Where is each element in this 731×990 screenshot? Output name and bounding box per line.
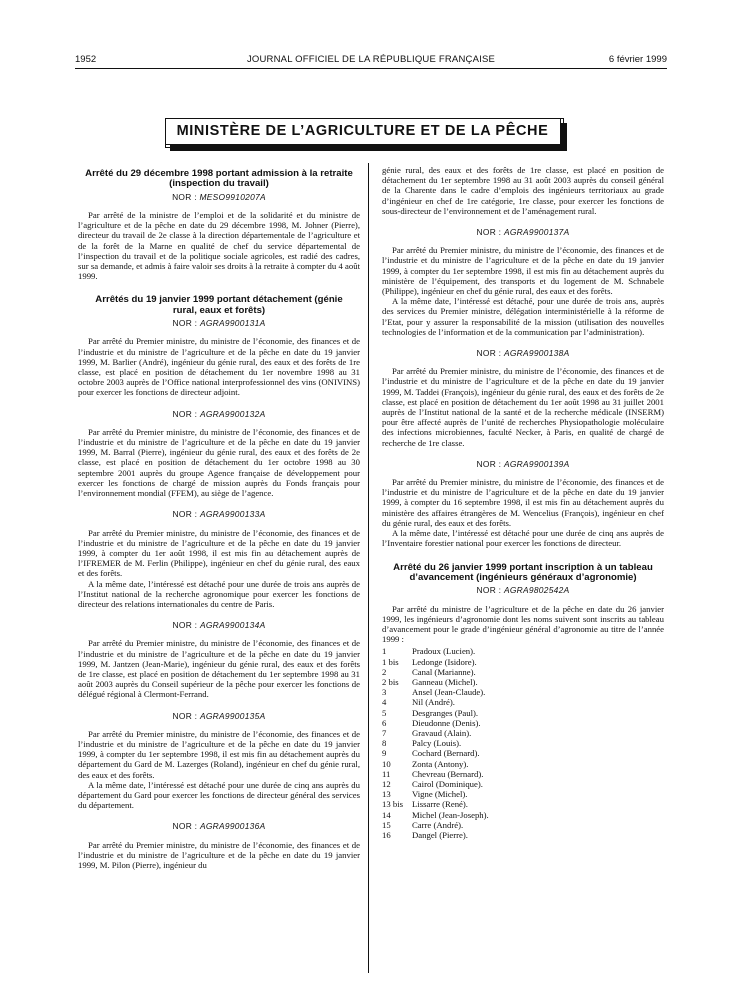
column-divider: [368, 163, 369, 973]
decree-paragraph: Par arrêté de la ministre de l’emploi et de la solidarité et du ministre de l’agriculture et de la pêche en date du 29 décembre 1998, M. Johner (Pierre), directeur du travail de 2e classe à la direction départementale de l’agriculture et de la forêt de la Marne en qualité de chef du service départemental de l’inspection du travail et de la politique sociale agricoles, est radié des cadres, sur sa demande, et admis à faire valoir ses droits à la retraite à compter du 4 août 1999.: [78, 210, 360, 282]
engineer-name: Ganneau (Michel).: [412, 676, 478, 687]
rank-number: 6: [382, 717, 387, 728]
engineer-name: Ledonge (Isidore).: [412, 656, 477, 667]
engineer-name: Desgranges (Paul).: [412, 707, 479, 718]
header-rule: [75, 68, 667, 69]
nor-code: AGRA9900131A: [199, 318, 266, 329]
list-item: [382, 667, 664, 677]
decree-paragraph: Par arrêté du Premier ministre, du ministre de l’économie, des finances et de l’industrie et du ministre de l’agriculture et de la pêche en date du 19 janvier 1999, M. Barral (Pierre), ingénieur du génie rural, des eaux et des forêts de 2e classe, est placé en position de détachement du 1er octobre 1998 au 30 septembre 2001 auprès du groupe Agence française de développement pour exercer les fonctions de chargé de mission auprès du Fonds français pour l’environnement mondial (FFEM), au siège de l’agence.: [78, 426, 360, 499]
list-item: [382, 810, 664, 820]
engineer-name: Dieudonne (Denis).: [412, 717, 481, 728]
rank-number: 4: [382, 697, 387, 708]
issue-date: 6 février 1999: [608, 54, 667, 65]
nor-reference: [78, 509, 360, 519]
engineer-name: Lissarre (René).: [412, 799, 468, 810]
nor-label: NOR :: [476, 585, 502, 596]
nor-reference: [382, 227, 664, 237]
nor-reference: [382, 459, 664, 469]
decree-paragraph: Par arrêté du Premier ministre, du ministre de l’économie, des finances et de l’industrie et du ministre de l’agriculture et de la pêche en date du 19 janvier 1999, M. Pilon (Pierre), ingénieur du: [78, 839, 360, 870]
nor-code: AGRA9900137A: [503, 227, 570, 238]
right-column: [382, 165, 664, 840]
nor-code: MESO9910207A: [199, 191, 266, 202]
rank-number: 3: [382, 687, 387, 698]
engineer-name: Palcy (Louis).: [412, 738, 462, 749]
nor-label: NOR :: [476, 348, 502, 359]
list-item: [382, 830, 664, 840]
nor-code: AGRA9900132A: [199, 408, 266, 419]
list-item: [382, 697, 664, 707]
list-item: [382, 779, 664, 789]
nor-reference: [78, 711, 360, 721]
rank-number: 11: [382, 768, 391, 779]
engineer-name: Dangel (Pierre).: [412, 829, 468, 840]
rank-number: 13: [382, 789, 391, 800]
ministry-title: MINISTÈRE DE L’AGRICULTURE ET DE LA PÊCHE: [165, 118, 561, 145]
engineer-name: Pradoux (Lucien).: [412, 646, 476, 657]
journal-title: JOURNAL OFFICIEL DE LA RÉPUBLIQUE FRANÇAISE: [246, 54, 496, 65]
list-item: [382, 799, 664, 809]
nor-label: NOR :: [476, 458, 502, 469]
list-item: [382, 738, 664, 748]
decree-paragraph: A la même date, l’intéressé est détaché, pour une durée de trois ans, auprès des services du Premier ministre, délégation interministérielle à la réforme de l’Etat, pour y assurer la responsabilité de la mission (utilisation des nouvelles technologies de l’information et de la communication par l’administration).: [382, 296, 664, 337]
decree-paragraph: Par arrêté du Premier ministre, du ministre de l’économie, des finances et de l’industrie et du ministre de l’agriculture et de la pêche en date du 19 janvier 1999, M. Jantzen (Jean-Marie), ingénieur du génie rural, des eaux et des forêts de 1re classe, est placé en position de détachement du 1er septembre 1998 au 31 août 2003 auprès du Conseil supérieur de la pêche pour exercer les fonctions de délégué régional à Clermont-Ferrand.: [78, 638, 360, 700]
nor-label: NOR :: [172, 821, 198, 832]
rank-number: 12: [382, 778, 391, 789]
left-column: [78, 165, 360, 870]
rank-number: 5: [382, 707, 387, 718]
nor-code: AGRA9802542A: [503, 585, 570, 596]
list-item: [382, 769, 664, 779]
nor-reference: [78, 192, 360, 202]
rank-number: 15: [382, 819, 391, 830]
engineer-name: Chevreau (Bernard).: [412, 768, 484, 779]
engineer-name: Cochard (Bernard).: [412, 748, 480, 759]
decree-paragraph: génie rural, des eaux et des forêts de 1re classe, est placé en position de détachement du 1er septembre 1998 au 31 août 2003 auprès du conseil général de la Charente dans le cadre d’emplois des ingénieurs territoriaux au grade d’ingénieur en chef de 1re catégorie, 1re classe, pour exercer les fonctions de sous-directeur de l’environnement et de l’aménagement rural.: [382, 165, 664, 216]
nor-code: AGRA9900133A: [199, 509, 266, 520]
nor-code: AGRA9900136A: [199, 821, 266, 832]
engineer-name: Ansel (Jean-Claude).: [412, 687, 486, 698]
rank-number: 10: [382, 758, 391, 769]
rank-number: 1: [382, 646, 387, 657]
list-item: [382, 748, 664, 758]
rank-number: 16: [382, 829, 391, 840]
decree-paragraph: Par arrêté du Premier ministre, du ministre de l’économie, des finances et de l’industrie et du ministre de l’agriculture et de la pêche en date du 19 janvier 1999, à compter du 1er septembre 1998, il est mis fin au détachement auprès du ministère de l’équipement, des transports et du logement de M. Schnabele (Philippe), ingénieur en chef du génie rural, des eaux et des forêts.: [382, 245, 664, 297]
decree-paragraph: Par arrêté du Premier ministre, du ministre de l’économie, des finances et de l’industrie et du ministre de l’agriculture et de la pêche en date du 19 janvier 1999, à compter du 1er septembre 1998, il est mis fin au détachement auprès du département du Gard de M. Lazerges (Roland), ingénieur en chef du génie rural, des eaux et des forêts.: [78, 728, 360, 780]
rank-number: 13 bis: [382, 799, 403, 810]
decree-paragraph: A la même date, l’intéressé est détaché pour une durée de cinq ans auprès de l’Inventaire forestier national pour exercer les fonctions de directeur.: [382, 528, 664, 549]
advancement-list: [382, 646, 664, 840]
rank-number: 8: [382, 738, 387, 749]
list-item: [382, 728, 664, 738]
nor-label: NOR :: [172, 408, 198, 419]
nor-reference: [382, 585, 664, 595]
engineer-name: Zonta (Antony).: [412, 758, 469, 769]
engineer-name: Gravaud (Alain).: [412, 727, 472, 738]
list-item: [382, 789, 664, 799]
decree-paragraph: Par arrêté du Premier ministre, du ministre de l’économie, des finances et de l’industrie et du ministre de l’agriculture et de la pêche en date du 19 janvier 1999, à compter du 16 septembre 1998, il est mis fin au détachement auprès du ministère des affaires étrangères de M. Wencelius (François), ingénieur en chef du génie rural, des eaux et des forêts.: [382, 477, 664, 528]
decree-title: Arrêté du 26 janvier 1999 portant inscription à un tableau d’avancement (ingénieurs généraux d’agronomie): [393, 561, 653, 583]
nor-code: AGRA9900139A: [503, 458, 570, 469]
list-item: [382, 677, 664, 687]
page-number: 1952: [75, 54, 97, 65]
rank-number: 14: [382, 809, 391, 820]
list-item: [382, 646, 664, 656]
nor-code: AGRA9900135A: [199, 710, 266, 721]
decree-title: Arrêtés du 19 janvier 1999 portant détachement (génie rural, eaux et forêts): [95, 294, 343, 316]
nor-label: NOR :: [172, 620, 198, 631]
rank-number: 1 bis: [382, 656, 399, 667]
decree-paragraph: Par arrêté du Premier ministre, du ministre de l’économie, des finances et de l’industrie et du ministre de l’agriculture et de la pêche en date du 19 janvier 1999, M. Taddei (François), ingénieur du génie rural, des eaux et des forêts de 2e classe, est placé en position de détachement du 1er août 1998 au 31 juillet 2001 auprès de l’Institut national de la santé et de la recherche médicale (INSERM) pour être affecté auprès de l’unité de recherches Physiopathologie moléculaire des infections microbiennes, faculté Necker, à Paris, en qualité de chargé de recherche de 1re classe.: [382, 366, 664, 448]
nor-reference: [78, 821, 360, 831]
decree-paragraph: A la même date, l’intéressé est détaché pour une durée de cinq ans auprès du département du Gard pour exercer les fonctions de directeur général des services du département.: [78, 779, 360, 811]
decree-paragraph: A la même date, l’intéressé est détaché pour une durée de trois ans auprès de l’Institut national de la recherche agronomique pour exercer les fonctions de directeur des relations internationales du centre de Paris.: [78, 578, 360, 609]
engineer-name: Michel (Jean-Joseph).: [412, 809, 489, 820]
nor-label: NOR :: [172, 509, 198, 520]
nor-reference: [78, 409, 360, 419]
list-item: [382, 687, 664, 697]
nor-code: AGRA9900138A: [503, 348, 570, 359]
rank-number: 2: [382, 666, 387, 677]
list-item: [382, 708, 664, 718]
list-item: [382, 657, 664, 667]
nor-reference: [78, 318, 360, 328]
decree-paragraph: Par arrêté du Premier ministre, du ministre de l’économie, des finances et de l’industrie et du ministre de l’agriculture et de la pêche en date du 19 janvier 1999, à compter du 1er août 1998, il est mis fin au détachement auprès de l’IFREMER de M. Ferlin (Philippe), ingénieur en chef du génie rural, des eaux et des forêts.: [78, 527, 360, 579]
ministry-box: [165, 118, 564, 148]
rank-number: 9: [382, 748, 387, 759]
engineer-name: Canal (Marianne).: [412, 666, 476, 677]
list-item: [382, 759, 664, 769]
rank-number: 2 bis: [382, 676, 399, 687]
engineer-name: Nil (André).: [412, 697, 455, 708]
nor-label: NOR :: [172, 318, 198, 329]
nor-label: NOR :: [172, 191, 197, 202]
nor-code: AGRA9900134A: [199, 620, 266, 631]
engineer-name: Cairol (Dominique).: [412, 778, 483, 789]
nor-reference: [78, 620, 360, 630]
decree-paragraph: Par arrêté du ministre de l’agriculture et de la pêche en date du 26 janvier 1999, les ingénieurs d’agronomie dont les noms suivent sont inscrits au tableau d’avancement pour le grade d’ingénieur général d’agronomie au titre de l’année 1999 :: [382, 603, 664, 645]
nor-label: NOR :: [172, 710, 198, 721]
engineer-name: Vigne (Michel).: [412, 789, 468, 800]
list-item: [382, 820, 664, 830]
nor-reference: [382, 348, 664, 358]
engineer-name: Carre (André).: [412, 819, 464, 830]
nor-label: NOR :: [476, 227, 502, 238]
rank-number: 7: [382, 727, 387, 738]
decree-title: Arrêté du 29 décembre 1998 portant admission à la retraite (inspection du travail): [85, 168, 353, 190]
list-item: [382, 718, 664, 728]
decree-paragraph: Par arrêté du Premier ministre, du ministre de l’économie, des finances et de l’industrie et du ministre de l’agriculture et de la pêche en date du 19 janvier 1999, M. Barlier (André), ingénieur du génie rural, des eaux et des forêts de 1re classe, est placé en position de détachement du 1er novembre 1998 au 31 octobre 2003 auprès de l’Office national interprofessionnel des vins (ONIVINS) pour exercer les fonctions de directeur adjoint.: [78, 336, 360, 398]
